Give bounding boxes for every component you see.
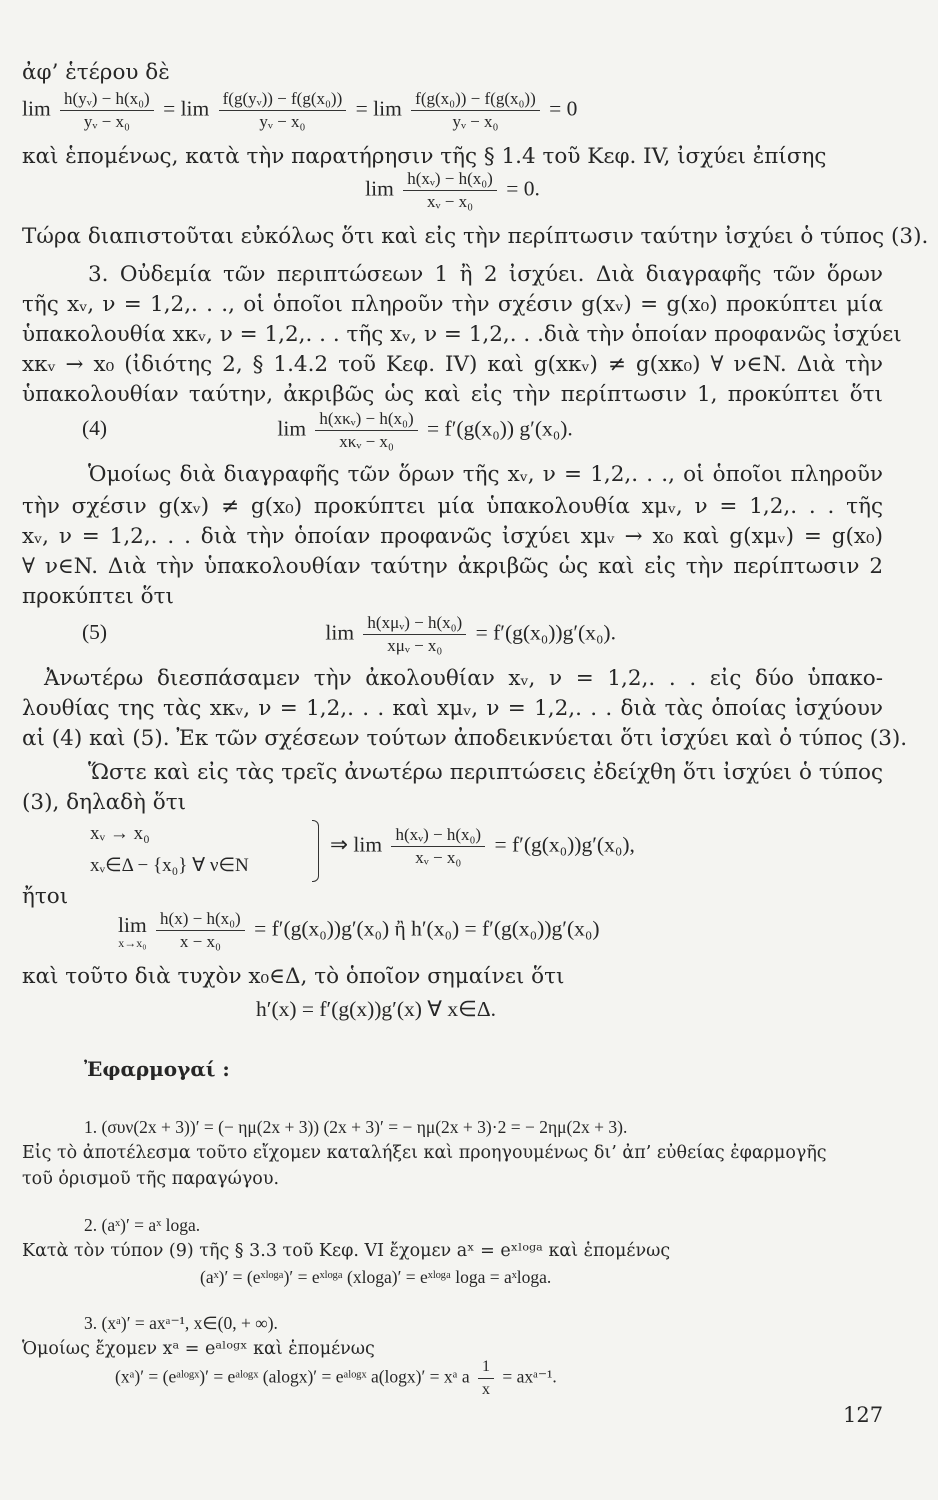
equals-zero-2: = 0. xyxy=(506,176,540,201)
app-3-num: 1 xyxy=(478,1356,494,1379)
app-3-den: x xyxy=(481,1381,490,1398)
fraction-2 xyxy=(219,88,347,133)
eq4-lim: lim xyxy=(277,416,307,441)
fraction-2-num: f(g(yᵥ)) − f(g(x₀)) xyxy=(219,88,347,111)
fraction-1-num: h(yᵥ) − h(x₀) xyxy=(60,88,154,111)
text-line-13: τὴν σχέσιν g(xᵥ) ≠ g(x₀) προκύπτει μία ὑπακολουθία xμᵥ, ν = 1,2,. . . τῆς xyxy=(22,494,883,519)
eq5-lim: lim xyxy=(325,620,355,645)
sys-result: = f′(g(x₀))g′(x₀), xyxy=(494,832,635,857)
app-2: 2. (aˣ)′ = aˣ loga. xyxy=(84,1215,201,1235)
eq4-result: = f′(g(x₀)) g′(x₀). xyxy=(427,416,573,441)
app-3-fraction xyxy=(478,1356,494,1401)
text-line-12: Ὁμοίως διὰ διαγραφῆς τῶν ὅρων τῆς xᵥ, ν = 1,2,. . ., οἱ ὁποῖοι πληροῦν xyxy=(88,462,883,487)
app-3c-line xyxy=(115,1356,557,1401)
text-line-16: προκύπτει ὅτι xyxy=(22,584,174,609)
final-result: = f′(g(x₀))g′(x₀) ἢ h′(x₀) = f′(g(x₀))g′(x₀) xyxy=(254,916,600,941)
fraction-3-den: yᵥ − x₀ xyxy=(452,112,499,131)
text-line-9: xκᵥ → x₀ (ἰδιότης 2, § 1.4.2 τοῦ Κεφ. IV) καὶ g(xκᵥ) ≠ g(xκ₀) ∀ ν∈N. Διὰ τὴν xyxy=(22,352,883,377)
eq4-fraction xyxy=(315,408,417,453)
app-2b: Κατὰ τὸν τύπον (9) τῆς § 3.3 τοῦ Κεφ. VI ἔχομεν aˣ = eˣˡᵒᵍᵃ καὶ ἑπομένως xyxy=(22,1241,671,1261)
fraction-x-den: xᵥ − x₀ xyxy=(427,192,474,211)
text-line-1: ἀφ’ ἑτέρου δὲ xyxy=(22,60,170,85)
fraction-1 xyxy=(60,88,154,133)
text-line-24: ἤτοι xyxy=(22,884,69,909)
sys-num: h(xᵥ) − h(x₀) xyxy=(391,824,485,847)
text-line-15: ∀ ν∈N. Διὰ τὴν ὑπακολουθίαν ταύτην ἀκριβῶς ὡς καὶ εἰς τὴν περίπτωσιν 2 xyxy=(22,554,883,579)
final-lim-sub: x→x₀ xyxy=(118,935,147,950)
text-line-21: Ὥστε καὶ εἰς τὰς τρεῖς ἀνωτέρω περιπτώσεις ἐδείχθη ὅτι ἰσχύει ὁ τύπος xyxy=(88,760,883,785)
equation-4 xyxy=(22,408,883,453)
text-line-27: h′(x) = f′(g(x))g′(x) ∀ x∈Δ. xyxy=(256,997,497,1021)
text-line-6: 3. Οὐδεμία τῶν περιπτώσεων 1 ἢ 2 ἰσχύει. Διὰ διαγραφῆς τῶν ὅρων xyxy=(88,262,883,287)
eq4-tag: (4) xyxy=(82,416,108,441)
fraction-3-num: f(g(x₀)) − f(g(x₀)) xyxy=(411,88,540,111)
app-3e: = axᵃ⁻¹. xyxy=(502,1366,557,1387)
app-1b: Εἰς τὸ ἀποτέλεσμα τοῦτο εἴχομεν καταλήξει καὶ προηγουμένως δι’ ἀπ’ εὐθείας ἐφαρμογῆς xyxy=(22,1143,827,1163)
text-line-10: ὑπακολουθίαν ταύτην, ἀκριβῶς ὡς καὶ εἰς τὴν περίπτωσιν 1, προκύπτει ὅτι xyxy=(22,382,883,407)
applications-heading: Ἐφαρμογαί : xyxy=(84,1057,230,1081)
text-line-3: καὶ ἑπομένως, κατὰ τὴν παρατήρησιν τῆς § 1.4 τοῦ Κεφ. IV, ἰσχύει ἐπίσης xyxy=(22,144,827,169)
text-line-7: τῆς xᵥ, ν = 1,2,. . ., οἱ ὁποῖοι πληροῦν τὴν σχέσιν g(xᵥ) = g(x₀) προκύπτει μία xyxy=(22,292,883,317)
eq5-num: h(xμᵥ) − h(x₀) xyxy=(363,612,466,635)
app-1c: τοῦ ὁρισμοῦ τῆς παραγώγου. xyxy=(22,1169,280,1189)
equation-limit-x xyxy=(22,168,883,213)
right-brace xyxy=(312,820,319,882)
lim-x: lim xyxy=(365,176,394,201)
equation-limit-y xyxy=(22,88,883,133)
text-line-19: λουθίας της τὰς xκᵥ, ν = 1,2,. . . καὶ xμᵥ, ν = 1,2,. . . διὰ τὰς ὁποίας ἰσχύουν xyxy=(22,696,883,721)
text-line-5: Τώρα διαπιστοῦται εὐκόλως ὅτι καὶ εἰς τὴν περίπτωσιν ταύτην ἰσχύει ὁ τύπος (3). xyxy=(22,224,929,249)
sys-lim: ⇒ lim xyxy=(330,832,383,857)
lim-2: = lim xyxy=(163,96,210,121)
sys-den: xᵥ − x₀ xyxy=(415,848,462,867)
final-lim: lim xyxy=(118,912,147,937)
app-3c: (xᵃ)′ = (eᵃˡᵒᵍˣ)′ = eᵃˡᵒᵍˣ (alogx)′ = eᵃˡᵒᵍˣ a(logx)′ = xᵃ a xyxy=(115,1366,470,1387)
fraction-3 xyxy=(411,88,540,133)
final-num: h(x) − h(x₀) xyxy=(156,908,245,931)
app-2c: (aˣ)′ = (eˣˡᵒᵍᵃ)′ = eˣˡᵒᵍᵃ (xloga)′ = eˣˡᵒᵍᵃ loga = aˣloga. xyxy=(200,1267,552,1287)
app-3b: Ὁμοίως ἔχομεν xᵃ = eᵃˡᵒᵍˣ καὶ ἑπομένως xyxy=(22,1339,375,1359)
text-line-18: Ἀνωτέρω διεσπάσαμεν τὴν ἀκολουθίαν xᵥ, ν = 1,2,. . . εἰς δύο ὑπακο- xyxy=(44,666,883,691)
fraction-x xyxy=(403,168,497,213)
text-line-8: ὑπακολουθία xκᵥ, ν = 1,2,. . . τῆς xᵥ, ν = 1,2,. . .διὰ τὴν ὁποίαν προφανῶς ἰσχύει xyxy=(22,322,902,347)
final-fraction xyxy=(156,908,245,953)
sys-fraction xyxy=(391,824,485,869)
page-number: 127 xyxy=(843,1403,884,1427)
equation-final-limit xyxy=(118,908,600,953)
eq4-num: h(xκᵥ) − h(x₀) xyxy=(315,408,417,431)
lim-3: = lim xyxy=(355,96,402,121)
eq5-fraction xyxy=(363,612,466,657)
system-implication xyxy=(330,824,635,869)
app-1: 1. (συν(2x + 3))′ = (− ημ(2x + 3)) (2x + 3)′ = − ημ(2x + 3)·2 = − 2ημ(2x + 3). xyxy=(84,1117,628,1137)
eq5-den: xμᵥ − x₀ xyxy=(387,636,443,655)
text-line-14: xᵥ, ν = 1,2,. . . διὰ τὴν ὁποίαν προφανῶς ἰσχύει xμᵥ → x₀ καὶ g(xμᵥ) = g(x₀) xyxy=(22,524,883,549)
app-3: 3. (xᵃ)′ = axᵃ⁻¹, x∈(0, + ∞). xyxy=(84,1313,278,1333)
text-line-26: καὶ τοῦτο διὰ τυχὸν x₀∈Δ, τὸ ὁποῖον σημαίνει ὅτι xyxy=(22,964,565,989)
system-line-1: xᵥ → x₀ xyxy=(90,823,150,844)
final-lim-block xyxy=(118,913,147,949)
eq4-den: xκᵥ − x₀ xyxy=(339,432,394,451)
system-line-2: xᵥ∈Δ − {x₀} ∀ ν∈N xyxy=(90,855,249,876)
final-den: x − x₀ xyxy=(179,932,221,951)
equals-zero: = 0 xyxy=(549,96,578,121)
fraction-1-den: yᵥ − x₀ xyxy=(83,112,130,131)
fraction-x-num: h(xᵥ) − h(x₀) xyxy=(403,168,497,191)
fraction-2-den: yᵥ − x₀ xyxy=(259,112,306,131)
eq5-result: = f′(g(x₀))g′(x₀). xyxy=(475,620,616,645)
text-line-22: (3), δηλαδὴ ὅτι xyxy=(22,790,187,815)
eq5-tag: (5) xyxy=(82,620,108,645)
lim-1: lim xyxy=(22,96,51,121)
text-line-20: αἱ (4) καὶ (5). Ἐκ τῶν σχέσεων τούτων ἀποδεικνύεται ὅτι ἰσχύει καὶ ὁ τύπος (3). xyxy=(22,726,908,751)
equation-5 xyxy=(22,612,883,657)
